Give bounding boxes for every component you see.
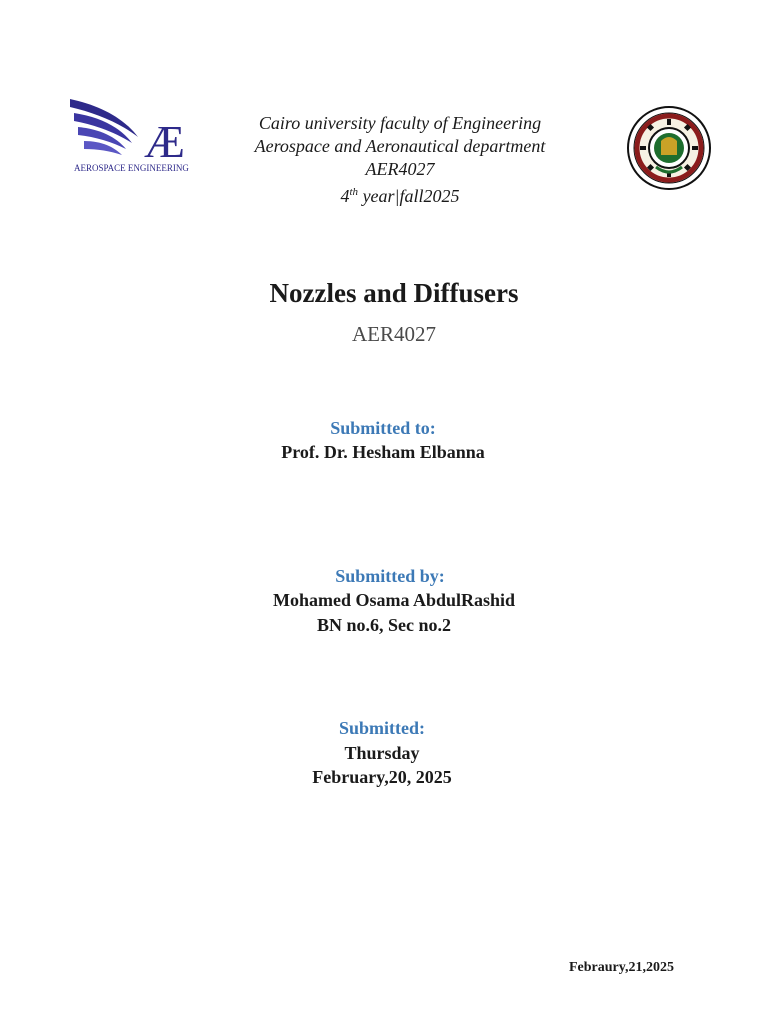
faculty-seal-logo (626, 105, 712, 191)
year-term-line (200, 181, 600, 208)
document-title: Nozzles and Diffusers (269, 278, 519, 308)
seal-graphic (626, 105, 712, 191)
aerospace-engineering-logo (68, 95, 192, 175)
submitted-to-name: Prof. Dr. Hesham Elbanna (281, 442, 485, 462)
university-line: Cairo university faculty of Engineering (258, 113, 542, 133)
institution-header (200, 112, 600, 208)
submitted-label: Submitted: (338, 718, 425, 738)
course-code-line: AER4027 (365, 159, 435, 179)
department-line: Aerospace and Aeronautical department (254, 136, 546, 156)
aerospace-wing-logo-graphic (68, 95, 192, 175)
year-number: 4 (340, 186, 350, 206)
submitted-to-label: Submitted to: (330, 418, 436, 438)
ae-monogram: Æ (144, 116, 185, 167)
document-subtitle: AER4027 (352, 322, 436, 346)
submitted-by-details: BN no.6, Sec no.2 (316, 615, 451, 635)
year-ordinal-suffix: th (349, 186, 359, 198)
submitted-by-label: Submitted by: (335, 566, 445, 586)
year-term-text: year|fall2025 (358, 186, 460, 206)
aerospace-engineering-caption: AEROSPACE ENGINEERING (74, 163, 189, 173)
submitted-day: Thursday (344, 743, 420, 763)
footer-date: Febraury,21,2025 (569, 960, 674, 975)
submitted-by-name: Mohamed Osama AbdulRashid (272, 590, 516, 610)
submitted-date: February,20, 2025 (312, 767, 452, 787)
